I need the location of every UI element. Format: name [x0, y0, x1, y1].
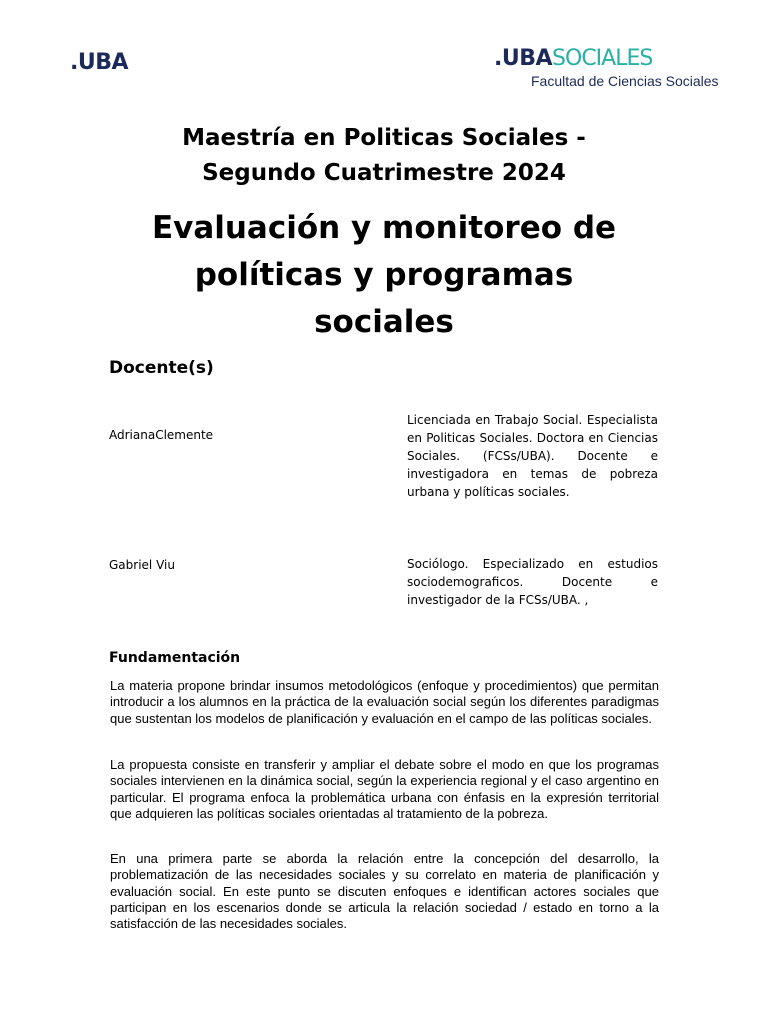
uba-sociales-brand [494, 48, 719, 70]
program-heading-line-1: Maestría en Politicas Sociales - [182, 125, 586, 151]
course-title-line-2: políticas y programas [194, 257, 574, 293]
course-title [0, 205, 768, 346]
uba-sociales-sociales-text: SOCIALES [552, 46, 653, 71]
docente-bio: Licenciada en Trabajo Social. Especialista en Politicas Sociales. Doctora en Ciencias Sociales. (FCSs/UBA). Docente e investigadora en temas de pobreza urbana y políticas sociales. [407, 413, 658, 499]
docente-name: Gabriel Viu [109, 558, 175, 572]
fundamentacion-paragraph: En una primera parte se aborda la relación entre la concepción del desarrollo, la problematización de las necesidades sociales y su correlato en materia de planificación y evaluación social. En este punto se discuten enfoques e identifican actores sociales que participan en los escenarios donde se articula la relación sociedad / estado en torno a la satisfacción de las necesidades sociales. [110, 851, 659, 932]
uba-sociales-uba-text: .UBA [494, 46, 553, 71]
uba-logo-text: .UBA [70, 50, 129, 75]
docente-bio: Sociólogo. Especializado en estudios sociodemograficos. Docente e investigador de la FCSs/UBA. , [407, 557, 658, 607]
docentes-heading: Docente(s) [109, 358, 214, 378]
fundamentacion-paragraph: La propuesta consiste en transferir y ampliar el debate sobre el modo en que los programas sociales intervienen en la dinámica social, según la experiencia regional y el caso argentino en particular. El programa enfoca la problemática urbana con énfasis en la expresión territorial que adquieren las políticas sociales orientadas al tratamiento de la pobreza. [110, 757, 659, 821]
course-title-line-1: Evaluación y monitoreo de [151, 210, 617, 246]
fundamentacion-heading: Fundamentación [109, 650, 241, 666]
program-heading [0, 121, 768, 191]
course-title-line-3: sociales [314, 304, 454, 340]
docente-name: AdrianaClemente [109, 428, 214, 442]
uba-sociales-logo [494, 48, 719, 89]
uba-logo [70, 50, 128, 75]
fundamentacion-paragraph: La materia propone brindar insumos metodológicos (enfoque y procedimientos) que permitan introducir a los alumnos en la práctica de la evaluación social según los diferentes paradigmas que sustentan los modelos de planificación y evaluación en el campo de las políticas sociales. [110, 678, 659, 726]
program-heading-line-2: Segundo Cuatrimestre 2024 [202, 160, 566, 186]
faculty-name: Facultad de Ciencias Sociales [531, 73, 719, 89]
